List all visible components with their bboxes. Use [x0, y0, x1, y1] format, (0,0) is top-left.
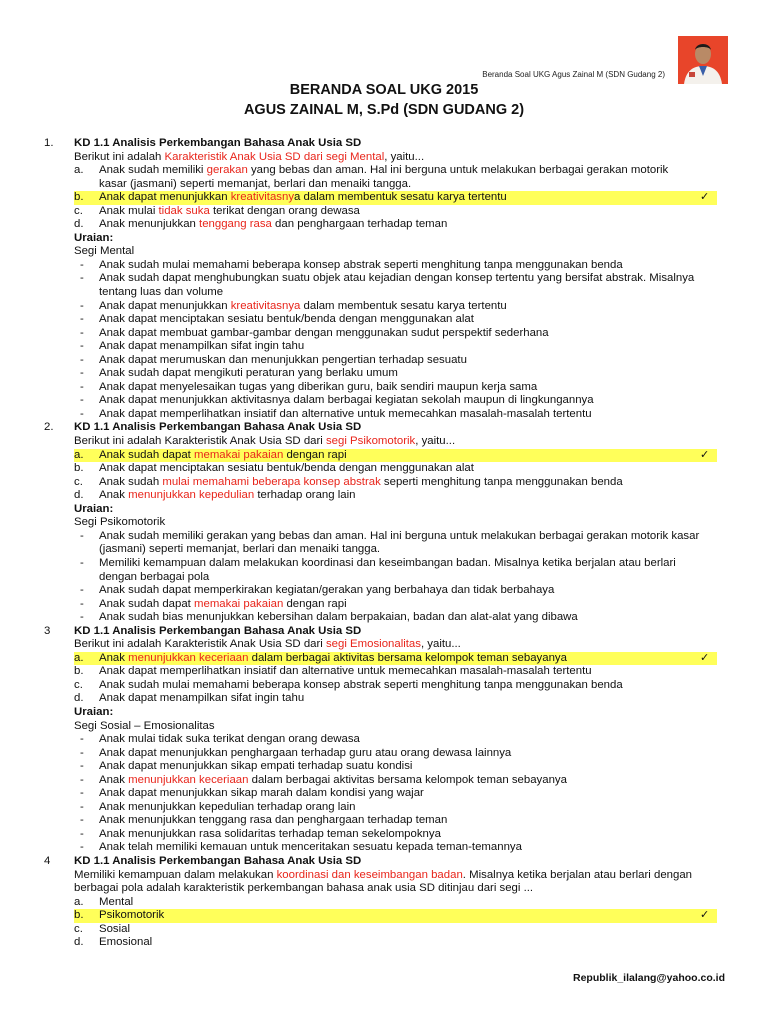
text-run: Anak dapat menunjukkan — [99, 191, 231, 204]
option-text — [99, 191, 507, 205]
option-text — [99, 652, 567, 666]
doc-line-bullet — [0, 530, 768, 544]
question-heading: KD 1.1 Analisis Perkembangan Bahasa Anak Usia SD — [74, 137, 362, 149]
doc-line-bullet — [0, 787, 768, 801]
footer-email: Republik_ilalang@yahoo.co.id — [572, 972, 725, 984]
text-run: Anak — [99, 651, 129, 664]
text-run: a dalam membentuk sesatu karya tertentu — [294, 191, 507, 204]
text-run: terhadap orang lain — [254, 489, 356, 502]
option-letter: d. — [74, 692, 84, 705]
bullet-dash: - — [80, 814, 84, 827]
doc-line-bullet — [0, 272, 768, 286]
bullet-dash: - — [80, 353, 84, 366]
doc-line-cont — [0, 571, 768, 585]
question-number: 2. — [44, 421, 54, 434]
question-text — [74, 516, 165, 530]
correct-answer-check-icon: ✓ — [700, 909, 710, 922]
option-letter: c. — [74, 922, 83, 935]
question-heading: KD 1.1 Analisis Perkembangan Bahasa Anak Usia SD — [74, 624, 362, 637]
option-text — [99, 896, 133, 910]
doc-line-bullet — [0, 300, 768, 314]
option-text — [99, 936, 152, 950]
bullet-dash: - — [80, 733, 84, 746]
highlighted-term: memakai pakaian — [194, 448, 284, 461]
doc-line-opt — [0, 449, 768, 463]
highlighted-term: Karakteristik Anak Usia SD dari segi Mental — [164, 150, 385, 163]
text-run: Anak sudah memiliki gerakan yang bebas dan aman. Hal ini berguna untuk melakukan berbagai gerakan motorik kasar — [99, 529, 700, 542]
bullet-text — [99, 584, 554, 598]
doc-line-bullet — [0, 354, 768, 368]
text-run: Anak sudah memiliki — [99, 164, 207, 177]
text-run: Segi Psikomotorik — [74, 516, 166, 529]
text-run: Anak sudah mulai memahami beberapa konsep abstrak seperti menghitung tanpa menggunakan benda — [99, 678, 623, 691]
bullet-text — [99, 259, 623, 273]
highlighted-term: segi Emosionalitas — [325, 638, 421, 651]
doc-line-bullet — [0, 340, 768, 354]
text-run: dalam berbagai aktivitas bersama kelompok teman sebayanya — [248, 651, 567, 664]
text-run: dengan rapi — [283, 597, 347, 610]
correct-answer-check-icon: ✓ — [700, 651, 710, 664]
option-letter: a. — [74, 651, 84, 664]
bullet-dash: - — [80, 313, 84, 326]
text-run: Anak dapat menunjukkan — [99, 299, 231, 312]
option-text — [99, 923, 130, 937]
text-run: Anak dapat menciptakan sesiatu bentuk/benda dengan menggunakan alat — [99, 313, 474, 326]
doc-line-opt — [0, 692, 768, 706]
text-run: Sosial — [99, 922, 131, 935]
text-run: Anak sudah dapat — [99, 448, 194, 461]
text-run: Anak mulai — [99, 204, 159, 217]
bullet-text — [99, 327, 549, 341]
doc-line-opt — [0, 936, 768, 950]
highlighted-term: segi Psikomotorik — [325, 435, 416, 448]
bullet-text — [99, 611, 578, 625]
question-heading: KD 1.1 Analisis Perkembangan Bahasa Anak Usia SD — [74, 854, 362, 867]
question-text — [74, 638, 461, 652]
doc-line-stem — [0, 245, 768, 259]
doc-line-opt — [0, 218, 768, 232]
text-run: dengan berbagai pola — [99, 570, 210, 583]
highlighted-term: tidak suka — [158, 204, 210, 217]
text-run: Anak — [99, 489, 129, 502]
doc-line-uraian — [0, 503, 768, 517]
question-text — [74, 151, 424, 165]
bullet-text — [99, 530, 699, 544]
title-author: AGUS ZAINAL M, S.Pd (SDN GUDANG 2) — [243, 102, 525, 118]
text-run: Segi Sosial – Emosionalitas — [74, 719, 215, 732]
doc-line-bullet — [0, 557, 768, 571]
doc-line-uraian — [0, 232, 768, 246]
text-run: Anak dapat memperlihatkan insiatif dan alternative untuk memecahkan masalah-masalah tertentu — [99, 407, 592, 420]
option-letter: b. — [74, 909, 84, 922]
text-run: Anak sudah dapat memperkirakan kegiatan/gerakan yang berbahaya dan tidak berbahaya — [99, 584, 555, 597]
doc-line-opt — [0, 205, 768, 219]
doc-line-stem — [0, 720, 768, 734]
bullet-text — [99, 841, 522, 855]
highlighted-term: mulai memahami beberapa konsep abstrak — [162, 475, 381, 488]
doc-line-bullet — [0, 760, 768, 774]
highlighted-term: koordinasi dan keseimbangan badan — [276, 868, 463, 881]
text-run: dalam berbagai aktivitas bersama kelompok teman sebayanya — [248, 773, 567, 786]
option-text — [99, 476, 623, 490]
option-text — [99, 692, 304, 706]
doc-line-bullet — [0, 598, 768, 612]
option-text — [99, 449, 347, 463]
text-run: terikat dengan orang dewasa — [209, 204, 360, 217]
doc-line-opt — [0, 665, 768, 679]
text-run: Anak sudah bias menunjukkan kebersihan dalam berpakaian, badan dan alat-alat yang dibawa — [99, 611, 578, 624]
option-letter: a. — [74, 164, 84, 177]
doc-line-bullet — [0, 367, 768, 381]
doc-line-bullet — [0, 733, 768, 747]
bullet-dash: - — [80, 611, 84, 624]
bullet-dash: - — [80, 773, 84, 786]
text-run: seperti menghitung tanpa menggunakan benda — [380, 475, 623, 488]
highlighted-term: menunjukkan keceriaan — [128, 651, 249, 664]
question-number: 4 — [44, 854, 51, 867]
bullet-text — [99, 381, 537, 395]
correct-answer-check-icon: ✓ — [700, 448, 710, 461]
option-letter: d. — [74, 489, 84, 502]
text-run: Anak dapat menunjukkan sikap marah dalam kondisi yang wajar — [99, 787, 424, 800]
bullet-text — [99, 774, 567, 788]
highlighted-term: tenggang rasa — [199, 218, 272, 231]
option-text — [99, 679, 623, 693]
doc-line-kd — [0, 625, 768, 639]
bullet-dash: - — [80, 299, 84, 312]
bullet-text — [99, 354, 467, 368]
doc-line-stem — [0, 882, 768, 896]
doc-line-bullet — [0, 259, 768, 273]
text-run: Anak dapat memperlihatkan insiatif dan alternative untuk memecahkan masalah-masalah tertentu — [99, 665, 592, 678]
bullet-dash: - — [80, 746, 84, 759]
doc-line-cont — [0, 286, 768, 300]
text-run: dalam membentuk sesatu karya tertentu — [300, 299, 507, 312]
text-run: Anak menunjukkan — [99, 218, 200, 231]
question-text — [74, 435, 455, 449]
title-main: BERANDA SOAL UKG 2015 — [289, 82, 479, 98]
doc-line-kd — [0, 137, 768, 151]
text-run: . Misalnya ketika berjalan atau berlari dengan — [462, 868, 692, 881]
text-run: kasar (jasmani) seperti memanjat, berlari dan menaiki tangga. — [99, 177, 412, 190]
highlighted-term: kreativitasnya — [230, 299, 301, 312]
option-text — [99, 489, 356, 503]
bullet-dash: - — [80, 800, 84, 813]
bullet-dash: - — [80, 367, 84, 380]
text-run: Anak sudah — [99, 475, 163, 488]
bullet-dash: - — [80, 380, 84, 393]
text-run: , yaitu... — [420, 638, 461, 651]
bullet-dash: - — [80, 827, 84, 840]
doc-line-bullet — [0, 611, 768, 625]
doc-line-bullet — [0, 394, 768, 408]
doc-line-opt — [0, 476, 768, 490]
question-number: 1. — [44, 137, 54, 149]
bullet-dash: - — [80, 584, 84, 597]
answer-highlight — [74, 909, 717, 923]
text-run: , yaitu... — [384, 150, 425, 163]
doc-line-bullet — [0, 747, 768, 761]
doc-line-bullet — [0, 814, 768, 828]
option-letter: b. — [74, 191, 84, 204]
bullet-dash: - — [80, 841, 84, 854]
option-text — [99, 218, 447, 232]
text-run: Anak telah memiliki kemauan untuk menceritakan sesuatu kepada teman-temannya — [99, 841, 522, 854]
continuation-text — [99, 571, 209, 585]
text-run: tentang luas dan volume — [99, 286, 224, 299]
option-letter: c. — [74, 475, 83, 488]
bullet-dash: - — [80, 760, 84, 773]
bullet-text — [99, 313, 474, 327]
bullet-text — [99, 787, 424, 801]
question-number: 3 — [44, 624, 51, 637]
text-run: Emosional — [99, 936, 153, 949]
text-run: Segi Mental — [74, 245, 135, 258]
text-run: Anak — [99, 773, 129, 786]
question-text — [74, 869, 692, 883]
text-run: Memiliki kemampuan dalam melakukan — [74, 868, 277, 881]
bullet-text — [99, 557, 676, 571]
text-run: , yaitu... — [415, 435, 456, 448]
text-run: Anak dapat menampilkan sifat ingin tahu — [99, 692, 305, 705]
text-run: dengan rapi — [283, 448, 347, 461]
text-run: dan penghargaan terhadap teman — [271, 218, 448, 231]
doc-line-bullet — [0, 584, 768, 598]
continuation-text — [99, 178, 411, 192]
doc-line-stem — [0, 151, 768, 165]
question-text — [74, 245, 134, 259]
option-letter: b. — [74, 462, 84, 475]
doc-line-stem — [0, 516, 768, 530]
text-run: Anak dapat membuat gambar-gambar dengan menggunakan sudut perspektif sederhana — [99, 326, 549, 339]
author-photo — [678, 36, 728, 84]
continuation-text — [99, 543, 380, 557]
text-run: Anak menunjukkan kepedulian terhadap orang lain — [99, 800, 356, 813]
option-text — [99, 909, 164, 923]
bullet-text — [99, 814, 447, 828]
doc-line-uraian — [0, 706, 768, 720]
text-run: Memiliki kemampuan dalam melakukan koordinasi dan keseimbangan badan. Misalnya ketika berjalan atau berlari — [99, 556, 676, 569]
doc-line-stem — [0, 435, 768, 449]
bullet-dash: - — [80, 597, 84, 610]
doc-line-opt — [0, 923, 768, 937]
doc-line-bullet — [0, 381, 768, 395]
highlighted-term: gerakan — [206, 164, 248, 177]
text-run: Psikomotorik — [99, 909, 165, 922]
text-run: (jasmani) seperti memanjat, berlari dan menaiki tangga. — [99, 543, 381, 556]
doc-line-stem — [0, 638, 768, 652]
doc-line-bullet — [0, 801, 768, 815]
bullet-text — [99, 747, 511, 761]
option-letter: d. — [74, 218, 84, 231]
doc-line-opt — [0, 652, 768, 666]
doc-line-opt — [0, 462, 768, 476]
highlighted-term: menunjukkan kepedulian — [128, 489, 255, 502]
correct-answer-check-icon: ✓ — [700, 191, 710, 204]
bullet-text — [99, 828, 441, 842]
doc-line-bullet — [0, 313, 768, 327]
text-run: Anak dapat menunjukkan penghargaan terhadap guru atau orang dewasa lainnya — [99, 746, 512, 759]
doc-line-cont — [0, 178, 768, 192]
text-run: Anak sudah mulai memahami beberapa konsep abstrak seperti menghitung tanpa menggunakan benda — [99, 258, 623, 271]
text-run: berbagai pola adalah karakteristik perkembangan bahasa anak usia SD ditinjau dari segi ... — [74, 882, 534, 895]
doc-line-bullet — [0, 841, 768, 855]
text-run: Anak dapat menunjukkan sikap empati terhadap suatu kondisi — [99, 760, 413, 773]
question-text — [74, 882, 533, 896]
option-letter: c. — [74, 678, 83, 691]
bullet-dash: - — [80, 529, 84, 542]
text-run: Mental — [99, 895, 134, 908]
option-text — [99, 205, 360, 219]
text-run: Anak sudah dapat mengikuti peraturan yang berlaku umum — [99, 367, 398, 380]
text-run: Anak dapat menunjukkan aktivitasnya dalam berbagai kegiatan sekolah maupun di lingkungannya — [99, 394, 594, 407]
option-letter: a. — [74, 448, 84, 461]
text-run: Berikut ini adalah — [74, 150, 165, 163]
question-heading: KD 1.1 Analisis Perkembangan Bahasa Anak Usia SD — [74, 421, 362, 434]
doc-line-cont — [0, 543, 768, 557]
bullet-text — [99, 801, 355, 815]
bullet-text — [99, 272, 694, 286]
option-text — [99, 164, 668, 178]
text-run: Berikut ini adalah Karakteristik Anak Usia SD dari — [74, 435, 326, 448]
text-run: Anak dapat merumuskan dan menunjukkan pengertian terhadap sesuatu — [99, 353, 467, 366]
bullet-dash: - — [80, 272, 84, 285]
uraian-label: Uraian: — [74, 502, 114, 515]
bullet-dash: - — [80, 556, 84, 569]
option-text — [99, 462, 474, 476]
bullet-dash: - — [80, 407, 84, 420]
doc-line-bullet — [0, 774, 768, 788]
doc-line-opt — [0, 896, 768, 910]
doc-line-opt — [0, 191, 768, 205]
text-run: Anak dapat menyelesaikan tugas yang diberikan guru, baik sendiri maupun kerja sama — [99, 380, 538, 393]
question-text — [74, 720, 215, 734]
highlighted-term: menunjukkan keceriaan — [128, 773, 249, 786]
doc-line-bullet — [0, 327, 768, 341]
doc-line-bullet — [0, 408, 768, 422]
text-run: Anak dapat menciptakan sesiatu bentuk/benda dengan menggunakan alat — [99, 462, 474, 475]
doc-line-opt — [0, 489, 768, 503]
doc-line-opt — [0, 909, 768, 923]
bullet-text — [99, 340, 304, 354]
bullet-text — [99, 598, 347, 612]
doc-line-opt — [0, 679, 768, 693]
doc-line-kd — [0, 421, 768, 435]
bullet-dash: - — [80, 340, 84, 353]
question-list — [0, 137, 768, 950]
option-letter: a. — [74, 895, 84, 908]
text-run: Anak menunjukkan rasa solidaritas terhadap teman sekelompoknya — [99, 827, 441, 840]
highlighted-term: memakai pakaian — [194, 597, 284, 610]
doc-line-kd — [0, 855, 768, 869]
option-letter: c. — [74, 204, 83, 217]
text-run: Anak dapat menampilkan sifat ingin tahu — [99, 340, 305, 353]
bullet-dash: - — [80, 326, 84, 339]
bullet-text — [99, 408, 592, 422]
bullet-text — [99, 300, 507, 314]
doc-line-bullet — [0, 828, 768, 842]
doc-line-stem — [0, 869, 768, 883]
running-header: Beranda Soal UKG Agus Zainal M (SDN Gudang 2) — [482, 70, 665, 79]
uraian-label: Uraian: — [74, 231, 114, 244]
bullet-dash: - — [80, 258, 84, 271]
text-run: Berikut ini adalah Karakteristik Anak Usia SD dari — [74, 638, 326, 651]
bullet-text — [99, 367, 398, 381]
text-run: Anak sudah dapat menghubungkan suatu objek atau kejadian dengan konsep tertentu yang bersifat abstrak. Misalnya — [99, 272, 695, 285]
text-run: Anak sudah dapat — [99, 597, 194, 610]
text-run: yang bebas dan aman. Hal ini berguna untuk melakukan berbagai gerakan motorik — [247, 164, 669, 177]
bullet-text — [99, 760, 412, 774]
highlighted-term: kreativitasny — [230, 191, 295, 204]
text-run: Anak mulai tidak suka terikat dengan orang dewasa — [99, 733, 360, 746]
bullet-text — [99, 394, 594, 408]
text-run: Anak menunjukkan tenggang rasa dan penghargaan terhadap teman — [99, 814, 448, 827]
bullet-text — [99, 733, 360, 747]
option-letter: d. — [74, 936, 84, 949]
doc-line-opt — [0, 164, 768, 178]
bullet-dash: - — [80, 394, 84, 407]
bullet-dash: - — [80, 787, 84, 800]
continuation-text — [99, 286, 223, 300]
uraian-label: Uraian: — [74, 705, 114, 718]
option-letter: b. — [74, 665, 84, 678]
option-text — [99, 665, 592, 679]
